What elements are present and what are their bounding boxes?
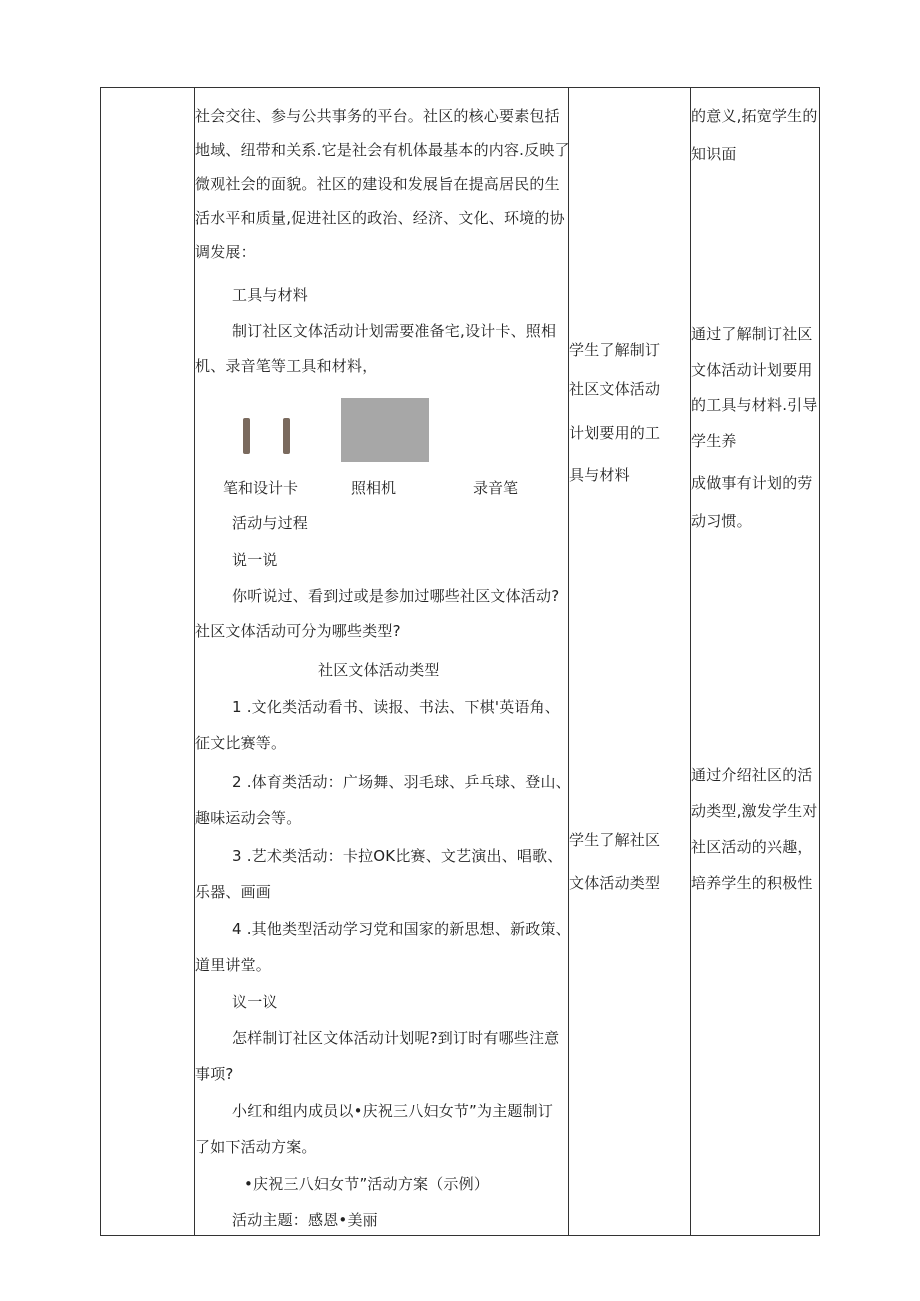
camera-image [341, 398, 429, 462]
caption-camera: 照相机 [351, 479, 397, 497]
intent-text: 动类型,激发学生对 [691, 802, 818, 820]
type-item: 3 .艺术类活动：卡拉OK比赛、文艺演出、唱歌、 [232, 847, 563, 865]
plan-intro: 了如下活动方案。 [195, 1138, 317, 1156]
type-item: 趣味运动会等。 [195, 809, 302, 827]
student-text: 计划要用的工 [569, 424, 661, 442]
teaching-content-column [194, 88, 571, 1235]
student-text: 文体活动类型 [569, 874, 661, 892]
lesson-table [100, 87, 820, 1236]
discuss-question: 怎样制订社区文体活动计划呢?到订时有哪些注意 [232, 1029, 560, 1047]
student-text: 具与材料 [569, 466, 630, 484]
tools-heading: 工具与材料 [232, 286, 309, 304]
intro-line: 活水平和质量,促进社区的政治、经济、文化、环境的协 [195, 209, 565, 227]
student-text: 学生了解制订 [569, 341, 661, 359]
type-item: 道里讲堂。 [195, 956, 272, 974]
intro-line: 地域、纽带和关系.它是社会有机体最基本的内容.反映了 [195, 141, 570, 159]
activity-heading: 活动与过程 [232, 514, 309, 532]
discuss-heading: 议一议 [232, 993, 278, 1011]
intent-text: 文体活动计划要用 [691, 361, 813, 379]
types-title: 社区文体活动类型 [318, 661, 440, 679]
caption-recorder: 录音笔 [473, 479, 519, 497]
say-question: 你听说过、看到过或是参加过哪些社区文体活动? [232, 587, 560, 605]
type-item: 1 .文化类活动看书、读报、书法、下棋'英语角、 [232, 698, 561, 716]
student-activity-column [568, 88, 690, 1235]
plan-theme: 活动主题：感恩•美丽 [232, 1211, 378, 1229]
tools-text: 机、录音笔等工具和材料， [195, 357, 378, 375]
stage-column [101, 88, 194, 1235]
intent-text: 培养学生的积极性 [691, 874, 813, 892]
discuss-question: 事项? [195, 1065, 234, 1083]
plan-title: •庆祝三八妇女节”活动方案（示例） [244, 1175, 490, 1193]
say-heading: 说一说 [232, 551, 278, 569]
intent-text: 的工具与材料.引导 [691, 396, 818, 414]
intro-line: 调发展： [195, 243, 256, 261]
intent-text: 的意义,拓宽学生的 [691, 107, 818, 125]
type-item: 征文比赛等。 [195, 734, 287, 752]
intro-line: 社会交往、参与公共事务的平台。社区的核心要素包括 [195, 107, 560, 125]
design-card-image [283, 418, 290, 454]
intent-text: 知识面 [691, 145, 737, 163]
caption-pen-and-card: 笔和设计卡 [223, 479, 299, 497]
student-text: 社区文体活动 [569, 380, 661, 398]
type-item: 4 .其他类型活动学习党和国家的新思想、新政策、 [232, 920, 571, 938]
type-item: 2 .体育类活动：广场舞、羽毛球、乒乓球、登山、 [232, 773, 571, 791]
pen-image [243, 418, 250, 454]
intro-line: 微观社会的面貌。社区的建设和发展旨在提高居民的生 [195, 175, 560, 193]
intent-text: 学生养 [691, 432, 737, 450]
intent-text: 成做事有计划的劳 [691, 474, 813, 492]
student-text: 学生了解社区 [569, 831, 661, 849]
intent-text: 社区活动的兴趣， [691, 838, 813, 856]
plan-intro: 小红和组内成员以•庆祝三八妇女节”为主题制订 [232, 1102, 554, 1120]
design-intent-column [690, 88, 821, 1235]
type-item: 乐器、画画 [195, 883, 272, 901]
say-question: 社区文体活动可分为哪些类型? [195, 622, 401, 640]
tools-text: 制订社区文体活动计划需要准备宅,设计卡、照相 [232, 322, 557, 340]
intent-text: 通过了解制订社区 [691, 325, 813, 343]
intent-text: 通过介绍社区的活 [691, 766, 813, 784]
intent-text: 动习惯。 [691, 512, 752, 530]
